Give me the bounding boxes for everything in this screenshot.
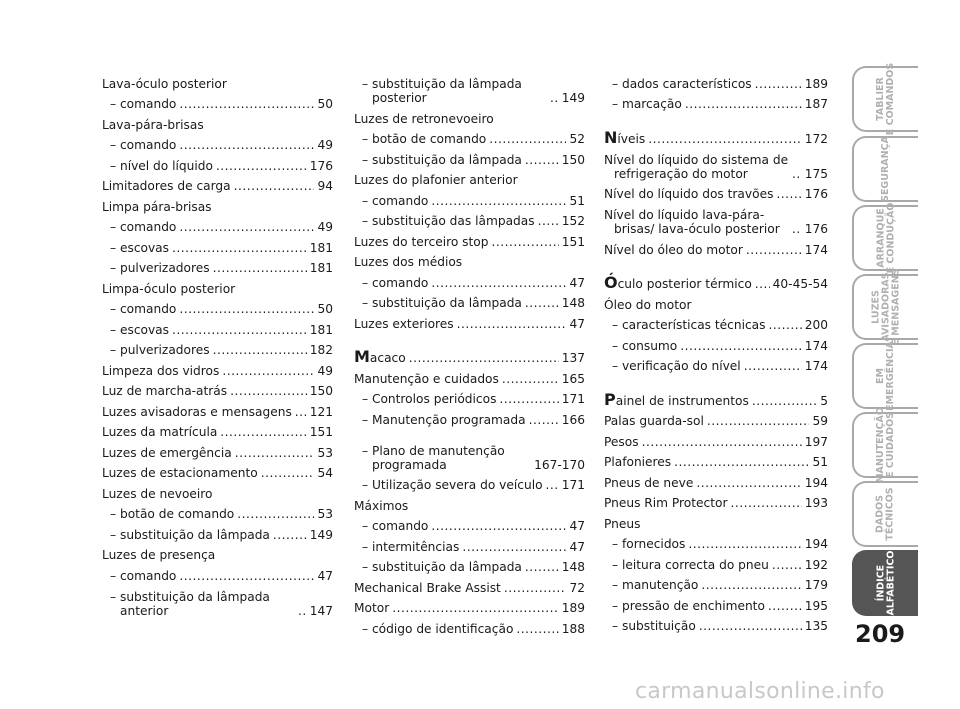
index-entry xyxy=(604,531,828,552)
index-page-ref[interactable]: 137 xyxy=(561,351,585,365)
index-entry xyxy=(354,533,585,554)
index-entry-text: – comando xyxy=(110,302,177,316)
index-entry xyxy=(102,521,333,542)
index-entry xyxy=(102,255,333,276)
index-entry-text: Nível do líquido do sistema de refrigeração do motor xyxy=(604,152,789,181)
index-entry-text: Nível do óleo do motor xyxy=(604,242,743,257)
index-page-ref[interactable]: 171 xyxy=(561,392,585,406)
index-entry-text: Luzes de nevoeiro xyxy=(102,486,213,501)
index-entry xyxy=(604,572,828,593)
index-entry-text: Nível do líquido lava-pára-brisas/ lava-óculo posterior xyxy=(604,208,780,236)
index-entry xyxy=(354,554,585,575)
leader-dots xyxy=(216,159,307,173)
index-entry xyxy=(102,583,333,618)
index-page-ref[interactable]: 166 xyxy=(561,412,585,427)
index-entry-text: – substituição das lâmpadas xyxy=(362,214,535,228)
index-entry xyxy=(604,91,828,112)
index-entry xyxy=(604,236,828,257)
index-page-ref[interactable]: 175 xyxy=(804,166,828,181)
index-entry xyxy=(354,126,585,147)
index-entry-text: – marcação xyxy=(612,97,682,111)
index-entry xyxy=(354,105,585,126)
leader-dots xyxy=(525,296,559,310)
index-entry xyxy=(102,234,333,255)
leader-dots xyxy=(701,578,801,592)
index-entry-text: Limpa pára-brisas xyxy=(102,199,212,214)
index-page-ref[interactable]: 53 xyxy=(317,507,333,521)
index-entry-text: – leitura correcta do pneu xyxy=(612,557,769,572)
index-entry-text: Óleo do motor xyxy=(604,297,692,312)
index-entry-text: – nível do líquido xyxy=(110,158,213,173)
index-entry xyxy=(604,332,828,353)
index-entry-text: – consumo xyxy=(612,338,678,353)
index-entry xyxy=(354,290,585,311)
index-entry-text: – intermitências xyxy=(362,539,460,554)
index-page-ref[interactable]: 181 xyxy=(309,322,333,337)
index-page-ref[interactable]: 54 xyxy=(317,466,333,480)
index-entry-text: Luzes dos médios xyxy=(354,255,463,269)
index-page-ref[interactable]: 193 xyxy=(804,496,828,510)
index-entry xyxy=(102,357,333,378)
index-entry-text: – substituição da lâmpada xyxy=(110,527,270,542)
index-entry xyxy=(604,353,828,374)
index-page-ref[interactable]: 182 xyxy=(309,343,333,357)
index-page-ref[interactable]: 172 xyxy=(804,131,828,146)
index-page-ref[interactable]: 53 xyxy=(317,445,333,460)
leader-dots xyxy=(179,220,314,234)
leader-dots xyxy=(752,394,817,408)
index-entry xyxy=(102,193,333,214)
index-entry-text: – comando xyxy=(362,519,429,533)
index-entry xyxy=(354,492,585,513)
chapter-tab[interactable] xyxy=(852,550,918,616)
index-entry-text: Plafonieres xyxy=(604,455,672,469)
index-page-ref[interactable]: 165 xyxy=(561,371,585,386)
leader-dots xyxy=(230,384,307,398)
index-column-1 xyxy=(102,70,333,618)
index-entry-text: Pneus xyxy=(604,516,641,531)
index-entry-text: Luzes avisadoras e mensagens xyxy=(102,404,292,419)
index-entry xyxy=(354,615,585,636)
leader-dots xyxy=(462,540,566,554)
leader-dots xyxy=(744,359,802,373)
index-entry-text: Lava-pára-brisas xyxy=(102,117,204,132)
index-entry xyxy=(102,275,333,296)
index-entry xyxy=(604,428,828,449)
index-entry-text: Luzes de presença xyxy=(102,548,216,562)
index-entry-text: Macaco xyxy=(354,347,406,366)
leader-dots xyxy=(502,372,559,386)
chapter-tab[interactable] xyxy=(852,62,918,136)
index-entry xyxy=(102,111,333,132)
index-page-ref[interactable]: 174 xyxy=(804,242,828,257)
index-entry-text: – substituição da lâmpada xyxy=(362,560,522,574)
leader-dots xyxy=(457,317,567,331)
index-entry-text: Luzes de estacionamento xyxy=(102,466,258,480)
index-entry xyxy=(102,132,333,153)
leader-dots xyxy=(755,77,802,91)
index-entry xyxy=(604,490,828,511)
index-page-ref[interactable]: 49 xyxy=(317,138,333,152)
index-entry xyxy=(102,91,333,112)
leader-dots xyxy=(213,261,307,275)
index-page-ref[interactable]: 179 xyxy=(804,578,828,592)
leader-dots xyxy=(295,405,307,419)
index-page-ref[interactable]: 47 xyxy=(569,275,585,290)
leader-dots xyxy=(730,496,801,510)
leader-dots xyxy=(642,435,802,449)
leader-dots xyxy=(179,138,314,152)
leader-dots xyxy=(213,343,307,357)
index-entry-text: Luzes do terceiro stop xyxy=(354,234,489,249)
index-entry-text: – botão de comando xyxy=(110,507,235,521)
leader-dots xyxy=(699,619,802,633)
chapter-tab-label: ÍNDICE ALFABÉTICO xyxy=(875,550,897,616)
index-entry-text: – fornecidos xyxy=(612,537,686,551)
index-entry-text: Limitadores de carga xyxy=(102,179,231,193)
index-entry xyxy=(102,439,333,460)
index-column-2 xyxy=(354,70,585,636)
index-page-ref[interactable]: 188 xyxy=(561,621,585,636)
index-entry xyxy=(354,146,585,167)
index-entry xyxy=(354,472,585,493)
index-page-ref[interactable]: 181 xyxy=(309,261,333,275)
index-entry xyxy=(102,501,333,522)
index-entry xyxy=(604,551,828,572)
index-entry xyxy=(102,173,333,194)
index-entry xyxy=(354,249,585,270)
leader-dots xyxy=(172,241,307,255)
index-page-ref[interactable]: 192 xyxy=(804,557,828,572)
leader-dots xyxy=(499,392,558,406)
leader-dots xyxy=(273,528,307,542)
index-page-ref[interactable]: 194 xyxy=(804,537,828,551)
index-entry-text: – substituição da lâmpada anterior xyxy=(110,589,270,618)
index-entry-text: – comando xyxy=(110,138,177,152)
index-page-ref[interactable]: 176 xyxy=(804,222,828,236)
index-entry xyxy=(604,291,828,312)
leader-dots xyxy=(489,132,566,146)
leader-dots xyxy=(431,519,566,533)
leader-dots xyxy=(237,507,314,521)
watermark: carmanualsonline.info xyxy=(635,679,885,704)
index-page-ref[interactable]: 174 xyxy=(804,338,828,353)
index-entry-text: – escovas xyxy=(110,240,170,255)
index-entry xyxy=(354,513,585,534)
index-entry xyxy=(354,406,585,427)
leader-dots xyxy=(529,413,559,427)
index-entry xyxy=(604,592,828,613)
index-entry-text: – escovas xyxy=(110,322,170,337)
leader-dots xyxy=(222,364,314,378)
index-entry xyxy=(102,542,333,563)
index-entry xyxy=(102,152,333,173)
leader-dots xyxy=(431,194,566,208)
leader-dots xyxy=(768,599,802,613)
index-entry-text: – Manutenção programada xyxy=(362,412,526,427)
index-page-ref[interactable]: 40-45-54 xyxy=(772,277,828,291)
index-entry-text: – Utilização severa do veículo xyxy=(362,478,543,492)
index-page-ref[interactable]: 167-170 xyxy=(534,457,585,472)
leader-dots xyxy=(546,478,559,492)
index-entry xyxy=(604,449,828,470)
index-entry-text: Níveis xyxy=(604,127,646,147)
index-page-ref[interactable]: 189 xyxy=(804,76,828,91)
index-page-ref[interactable]: 47 xyxy=(317,568,333,583)
index-entry xyxy=(354,187,585,208)
index-entry xyxy=(604,613,828,634)
index-entry-text: – comando xyxy=(110,220,177,234)
index-entry xyxy=(354,269,585,290)
index-page-ref[interactable]: 195 xyxy=(804,598,828,613)
chapter-tab[interactable] xyxy=(852,202,918,274)
index-page-ref[interactable]: 149 xyxy=(561,91,585,105)
leader-dots xyxy=(755,277,770,291)
index-entry xyxy=(604,271,828,292)
chapter-tab-label: ARRANQUE E CONDUÇÃO xyxy=(875,202,897,274)
index-page-ref[interactable]: 176 xyxy=(804,187,828,201)
index-entry xyxy=(604,125,828,146)
leader-dots xyxy=(516,622,558,636)
index-page-ref[interactable]: 47 xyxy=(569,316,585,331)
index-entry-text: Luzes do plafonier anterior xyxy=(354,173,518,187)
index-entry-text: – substituição da lâmpada xyxy=(362,296,522,310)
leader-dots xyxy=(707,414,810,428)
leader-dots xyxy=(538,214,559,228)
index-entry xyxy=(102,419,333,440)
index-entry-text: Painel de instrumentos xyxy=(604,389,749,409)
index-page-ref[interactable]: 135 xyxy=(804,619,828,633)
chapter-tab-label: SEGURANÇA xyxy=(880,136,892,202)
leader-dots xyxy=(220,425,306,439)
index-page-ref[interactable]: 171 xyxy=(561,478,585,492)
index-page-ref[interactable]: 5 xyxy=(820,393,828,408)
index-page-ref[interactable]: 52 xyxy=(569,132,585,146)
index-entry xyxy=(102,337,333,358)
index-page-ref[interactable]: 194 xyxy=(804,475,828,490)
index-entry-text: Palas guarda-sol xyxy=(604,414,704,428)
index-entry-text: – verificação do nível xyxy=(612,359,741,373)
leader-dots xyxy=(172,323,307,337)
index-entry-text: Manutenção e cuidados xyxy=(354,371,499,386)
leader-dots xyxy=(792,222,802,236)
index-entry xyxy=(354,310,585,331)
index-page-ref[interactable]: 197 xyxy=(804,434,828,449)
index-entry-text: Mechanical Brake Assist xyxy=(354,580,501,595)
index-entry xyxy=(102,316,333,337)
index-entry xyxy=(102,70,333,91)
index-page-ref[interactable]: 150 xyxy=(309,384,333,398)
index-entry xyxy=(354,386,585,407)
index-entry-text: Luz de marcha-atrás xyxy=(102,384,228,398)
chapter-tab-label: DADOS TÉCNICOS xyxy=(874,487,896,541)
index-page-ref[interactable]: 49 xyxy=(317,220,333,234)
index-entry-text: Pneus Rim Protector xyxy=(604,496,728,510)
index-entry-text: – Plano de manutenção programada xyxy=(362,443,505,472)
index-page-ref[interactable]: 176 xyxy=(309,158,333,173)
index-entry xyxy=(354,208,585,229)
chapter-tab-label: EM EMERGÊNCIA xyxy=(875,341,897,411)
index-entry-text: – comando xyxy=(110,568,177,583)
index-page-ref[interactable]: 51 xyxy=(569,193,585,208)
chapter-tab[interactable] xyxy=(852,268,918,346)
index-entry xyxy=(604,146,828,181)
leader-dots xyxy=(179,302,314,316)
index-entry xyxy=(102,562,333,583)
index-entry-text: Luzes de retronevoeiro xyxy=(354,111,494,126)
index-page-ref[interactable]: 121 xyxy=(309,404,333,419)
index-entry-text: – botão de comando xyxy=(362,132,487,146)
index-page-ref[interactable]: 47 xyxy=(569,539,585,554)
leader-dots xyxy=(261,466,315,480)
index-entry xyxy=(354,595,585,616)
index-page-ref[interactable]: 59 xyxy=(812,414,828,428)
chapter-tab[interactable] xyxy=(852,481,918,547)
index-entry xyxy=(102,296,333,317)
index-page-ref[interactable]: 181 xyxy=(309,240,333,255)
index-entry-text: – comando xyxy=(362,275,429,290)
leader-dots xyxy=(648,132,802,146)
index-entry-text: Luzes de emergência xyxy=(102,445,232,460)
index-page-ref[interactable]: 49 xyxy=(317,363,333,378)
chapter-tab[interactable] xyxy=(852,343,918,409)
index-entry xyxy=(604,181,828,202)
index-page-ref[interactable]: 152 xyxy=(561,214,585,228)
leader-dots xyxy=(772,558,802,572)
index-entry-text: Luzes exteriores xyxy=(354,316,454,331)
leader-dots xyxy=(525,153,559,167)
index-entry-text: – manutenção xyxy=(612,578,699,592)
index-entry-text: – código de identificação xyxy=(362,621,514,636)
leader-dots xyxy=(769,318,802,332)
index-page-ref[interactable]: 174 xyxy=(804,359,828,373)
index-entry-text: Motor xyxy=(354,601,390,615)
index-entry-text: Pneus de neve xyxy=(604,475,694,490)
index-page-ref[interactable]: 51 xyxy=(812,455,828,469)
index-page-ref[interactable]: 50 xyxy=(317,302,333,316)
index-entry xyxy=(604,312,828,333)
chapter-tab[interactable] xyxy=(852,136,918,202)
index-entry-text: – pulverizadores xyxy=(110,343,210,357)
leader-dots xyxy=(409,351,559,365)
index-entry xyxy=(604,70,828,91)
index-entry-text: Máximos xyxy=(354,498,409,513)
index-page-ref[interactable]: 72 xyxy=(569,580,585,595)
index-entry-text: Limpa-óculo posterior xyxy=(102,281,236,296)
index-page-ref[interactable]: 47 xyxy=(569,519,585,533)
index-entry xyxy=(354,574,585,595)
leader-dots xyxy=(696,476,801,490)
index-entry-text: – Controlos periódicos xyxy=(362,392,497,406)
index-entry-text: – características técnicas xyxy=(612,318,766,332)
index-page-ref[interactable]: 187 xyxy=(804,97,828,111)
leader-dots xyxy=(685,97,802,111)
index-entry-text: – dados característicos xyxy=(612,76,752,91)
index-page-ref[interactable]: 151 xyxy=(561,234,585,249)
index-entry-text: – substituição xyxy=(612,619,696,633)
index-entry xyxy=(354,437,585,472)
chapter-tab-label: TABLIER E COMANDOS xyxy=(875,62,896,136)
leader-dots xyxy=(235,446,315,460)
index-entry-text: – pressão de enchimento xyxy=(612,598,765,613)
index-entry xyxy=(604,408,828,429)
leader-dots xyxy=(491,235,558,249)
index-entry xyxy=(102,480,333,501)
index-page-ref[interactable]: 148 xyxy=(561,560,585,574)
index-entry-text: Pesos xyxy=(604,434,639,449)
leader-dots xyxy=(234,179,315,193)
page-number: 209 xyxy=(855,620,906,648)
index-entry-text: – substituição da lâmpada posterior xyxy=(362,77,522,105)
chapter-tab-label: MANUTENÇÃO E CUIDADOS xyxy=(875,407,897,483)
index-entry-text: – pulverizadores xyxy=(110,261,210,275)
leader-dots xyxy=(550,91,559,105)
index-entry-text: Nível do líquido dos travões xyxy=(604,187,774,201)
index-page-ref[interactable]: 151 xyxy=(309,425,333,439)
index-entry xyxy=(604,510,828,531)
index-entry-text: Luzes da matrícula xyxy=(102,425,218,439)
chapter-tab-label: LUZES AVISADORAS E MENSAGENS xyxy=(870,268,901,346)
leader-dots xyxy=(298,604,307,618)
leader-dots xyxy=(392,601,559,615)
index-entry-text: – comando xyxy=(362,193,429,208)
index-entry xyxy=(354,70,585,105)
index-entry-text: – substituição da lâmpada xyxy=(362,152,522,167)
chapter-tab[interactable] xyxy=(852,407,918,483)
index-page-ref[interactable]: 189 xyxy=(561,601,585,615)
index-entry xyxy=(354,228,585,249)
index-entry xyxy=(604,201,828,236)
index-entry xyxy=(102,460,333,481)
leader-dots xyxy=(746,243,802,257)
index-entry xyxy=(102,378,333,399)
leader-dots xyxy=(680,339,801,353)
leader-dots xyxy=(792,167,802,181)
index-entry xyxy=(354,345,585,366)
index-entry xyxy=(354,365,585,386)
leader-dots xyxy=(504,581,567,595)
index-entry-text: Lava-óculo posterior xyxy=(102,76,227,91)
leader-dots xyxy=(688,537,801,551)
index-page-ref[interactable]: 200 xyxy=(804,318,828,332)
index-entry xyxy=(354,167,585,188)
index-page-ref[interactable]: 150 xyxy=(561,152,585,167)
index-page-ref[interactable]: 149 xyxy=(309,527,333,542)
index-entry-text: Óculo posterior térmico xyxy=(604,273,752,292)
leader-dots xyxy=(525,560,559,574)
index-entry xyxy=(604,387,828,408)
leader-dots xyxy=(179,97,314,111)
index-entry xyxy=(604,469,828,490)
index-entry xyxy=(102,398,333,419)
leader-dots xyxy=(431,276,566,290)
index-column-3 xyxy=(604,70,828,633)
leader-dots xyxy=(674,455,809,469)
leader-dots xyxy=(776,187,801,201)
index-page-ref[interactable]: 148 xyxy=(561,296,585,310)
index-entry xyxy=(102,214,333,235)
index-entry-text: Limpeza dos vidros xyxy=(102,363,220,378)
index-page-ref[interactable]: 50 xyxy=(317,97,333,111)
index-page-ref[interactable]: 147 xyxy=(309,603,333,618)
index-page-ref[interactable]: 94 xyxy=(317,179,333,193)
leader-dots xyxy=(179,569,314,583)
index-entry-text: – comando xyxy=(110,97,177,111)
